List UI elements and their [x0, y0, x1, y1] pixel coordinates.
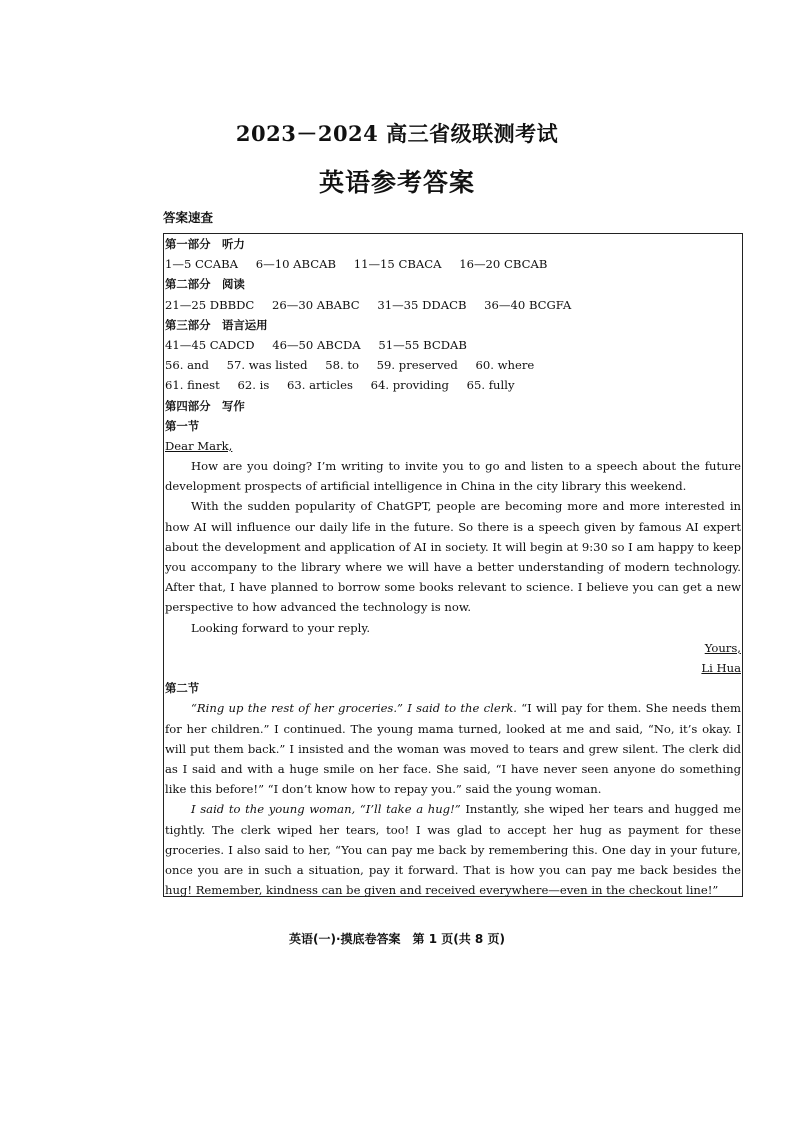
part2-heading: 第二部分 阅读	[165, 277, 245, 292]
answer-group: 21—25 DBBDC	[165, 297, 255, 312]
story-text: Instantly, she wiped her tears and hugged me tightly. The clerk wiped her tears, too! I was glad to accept her hug as payment for these groceries. I also said to her, “You can pay me back by remembering this. One day in your future, once you are in such a situation, pay it forward. That is how you can pay me back besides the hug! Remember, kindness can be given and received everywhere—even in the checkout line!”	[165, 802, 741, 898]
letter-paragraph-1: How are you doing? I’m writing to invite you to go and listen to a speech about the future development prospects of artificial intelligence in China in the city library this weekend.	[165, 459, 741, 494]
fill-answer: 57. was listed	[226, 358, 308, 373]
fill-answer: 60. where	[475, 358, 535, 373]
answer-group: 41—45 CADCD	[165, 337, 255, 352]
fill-answer: 62. is	[237, 378, 270, 393]
signature-text: Li Hua	[701, 661, 741, 676]
part3-fill-row2	[165, 375, 742, 395]
part4-heading: 第四部分 写作	[165, 398, 245, 413]
story-italic-opening: “Ring up the rest of her groceries.” I said to the clerk.	[191, 701, 517, 716]
fill-answer: 58. to	[325, 358, 359, 373]
answer-group: 46—50 ABCDA	[272, 337, 361, 352]
section1-heading: 第一节	[165, 418, 200, 433]
answer-group: 6—10 ABCAB	[255, 257, 337, 272]
fill-answer: 64. providing	[370, 378, 449, 393]
fill-answer: 59. preserved	[376, 358, 458, 373]
page-footer: 英语(一)·摸底卷答案 第 1 页(共 8 页)	[289, 932, 505, 946]
part2-answers	[165, 295, 742, 315]
letter-paragraph-3: Looking forward to your reply.	[191, 620, 371, 635]
answer-group: 26—30 ABABC	[271, 297, 360, 312]
closing-text: Yours,	[704, 640, 741, 655]
letter-closing	[165, 638, 742, 658]
part3-fill-row1	[165, 355, 742, 375]
fill-answer: 56. and	[165, 358, 209, 373]
section2-heading: 第二节	[165, 681, 200, 696]
story-paragraph-1	[165, 698, 742, 799]
quick-reference-label: 答案速查	[163, 210, 214, 225]
story-italic-opening: I said to the young woman, “I’ll take a hug!”	[191, 802, 461, 817]
story-paragraph-2	[165, 799, 742, 900]
fill-answer: 65. fully	[466, 378, 515, 393]
part3-heading: 第三部分 语言运用	[165, 317, 268, 332]
part3-answers	[165, 335, 742, 355]
answer-group: 16—20 CBCAB	[459, 257, 548, 272]
fill-answer: 61. finest	[165, 378, 220, 393]
answer-group: 36—40 BCGFA	[484, 297, 572, 312]
answer-group: 51—55 BCDAB	[378, 337, 467, 352]
part1-heading: 第一部分 听力	[165, 237, 245, 251]
answer-key-title: 英语参考答案	[318, 168, 475, 197]
answer-box	[163, 233, 743, 897]
letter-salutation	[165, 436, 742, 456]
answer-group: 31—35 DDACB	[377, 297, 467, 312]
exam-title: 2023－2024 高三省级联测考试	[235, 121, 559, 146]
answer-group: 11—15 CBACA	[353, 257, 442, 272]
answer-group: 1—5 CCABA	[165, 257, 239, 272]
part1-answers	[165, 254, 742, 274]
salutation-text: Dear Mark,	[165, 438, 233, 453]
fill-answer: 63. articles	[286, 378, 353, 393]
letter-paragraph-2: With the sudden popularity of ChatGPT, people are becoming more and more interested in how AI will influence our daily life in the future. So there is a speech given by famous AI expert about the development and application of AI in society. It will begin at 9:30 so I am happy to keep you accompany to the library where we will have a better understanding of modern technology. After that, I have planned to borrow some books relevant to science. I believe you can get a new perspective to how advanced the technology is now.	[165, 499, 741, 615]
letter-signature	[165, 658, 742, 678]
story-text: “I will pay for them. She needs them for her children.” I continued. The young mama turned, looked at me and said, “No, it’s okay. I will put them back.” I insisted and the woman was moved to tears and grew silent. The clerk did as I said and with a huge smile on her face. She said, “I have never seen anyone do something like this before!” “I don’t know how to repay you.” said the young woman.	[165, 701, 741, 797]
